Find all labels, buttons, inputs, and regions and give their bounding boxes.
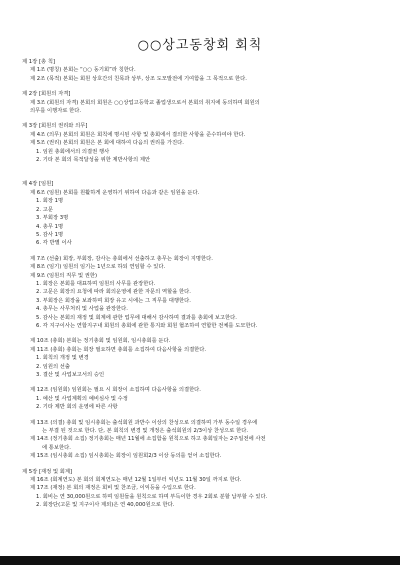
list-item: 6. 각 반별 이사 (36, 240, 72, 247)
list-item: 1. 예산 및 사업계획의 예비심사 및 수정 (36, 395, 128, 402)
list-item: 6. 각 지구이사는 연합지구내 회원의 총회에 관한 통지와 회원 협조하여 연합한 전체를 도모한다. (36, 322, 258, 329)
article-16: 제 16조 (회계연도) 본 회의 회계연도는 매년 12월 1일부터 익년도 11월 30일 까지로 한다. (30, 477, 242, 484)
list-item: 4. 총무는 사무처리 및 사업을 관장한다. (36, 306, 128, 313)
article-11: 제 11조 (총회) 총회는 회장 필요하면 총회를 소집하여 다음사항을 의결한다. (30, 346, 207, 353)
list-item: 4. 총무 1명 (36, 223, 64, 230)
list-item: 2. 고문 (36, 206, 53, 213)
list-item: 1. 회비는 연 30,000원으로 하며 임원들을 원칙으로 하며 부득이한 경우 2회로 분할 납부할 수 있다. (36, 493, 268, 500)
chapter-1-heading: 제 1장 [총 칙] (22, 59, 56, 65)
article-3-cont: 의무를 이행자로 한다. (30, 108, 82, 115)
list-item: 5. 감사 1명 (36, 231, 64, 238)
list-item: 1. 회장은 본회를 대표하며 임원의 사무를 관장한다. (36, 280, 156, 287)
article-4: 제 4조 (의무) 본회의 회원은 회칙에 명시된 사항 및 총회에서 결의한 사항을 준수하여야 한다. (30, 131, 246, 138)
article-5: 제 5조 (권리) 본회의 회원은 본 회에 대하여 다음의 권리를 가진다. (30, 140, 184, 147)
article-1: 제 1조 (명칭) 본회는 “○○ 동기회”라 칭한다. (30, 67, 136, 74)
chapter-4-heading: 제 4장 [임원] (22, 181, 54, 188)
article-14-cont: 에 통보한다. (42, 444, 71, 451)
list-item: 2. 고문은 회장의 요청에 따라 회의운영에 관한 자문의 역할을 한다. (36, 289, 191, 296)
article-14: 제 14조 (정기총회 소집) 정기총회는 매년 11월에 소집함을 원칙으로 하고 총회일자는 2주일전에 사전 (30, 436, 266, 443)
chapter-3-heading: 제 3장 [회원의 권리와 의무] (22, 123, 88, 130)
document-body (22, 58, 394, 510)
list-item: 1. 회장 1명 (36, 198, 64, 205)
list-item: 3. 부회장 3명 (36, 215, 69, 222)
article-17: 제 17조 (재정) 본 회의 재정은 회비 및 찬조금, 이익등을 수입으로 한다. (30, 485, 196, 492)
list-item: 2. 임원의 선출 (36, 363, 71, 370)
document-title: ○○상고동창회 회칙 (137, 38, 263, 53)
article-12: 제 12조 (임원회) 임원회는 필요 시 회장이 소집하며 다음사항을 의결한다. (30, 387, 201, 394)
chapter-2-heading: 제 2장 [회원의 자격] (22, 91, 71, 98)
article-10: 제 10조 (총회) 본회는 정기총회 및 임원회, 임시총회를 둔다. (30, 338, 171, 345)
list-item: 2. 기타 제반 회의 운영에 따른 사항 (36, 404, 118, 411)
article-6: 제 6조 (임원) 본회를 원활하게 운영하기 위하여 다음과 같은 임원을 둔다. (30, 189, 200, 196)
article-5-item-1: 1. 임원 총회에서의 의결권 행사 (36, 148, 110, 155)
article-8: 제 8조 (임기) 임원의 임기는 1년으로 하되 연임할 수 있다. (30, 264, 166, 271)
article-13: 제 13조 (의결) 총회 및 임시총회는 출석회원 과반수 이상의 찬성으로 의결하며 가부 동수일 경우에 (30, 419, 258, 426)
article-3: 제 3조 (회원의 자격) 본회의 회원은 ○○상업고등학교 졸업생으로서 본회의 취지에 동의하며 회원의 (30, 99, 260, 106)
list-item: 2. 회장단(고문 및 지구이사 제외)은 연 40,000원으로 한다. (36, 502, 175, 509)
article-13-cont: 는 부결 된 것으로 한다. 단, 본 회칙의 변경 및 개정은 출석회원의 2/3이상 찬성으로 한다. (42, 428, 249, 435)
list-item: 3. 결산 및 사업보고서의 승인 (36, 372, 105, 378)
chapter-5-heading: 제 5장 [재정 및 회계] (22, 468, 73, 475)
bottom-border (0, 556, 400, 565)
article-7: 제 7조 (선출) 회장, 부회장, 감사는 총회에서 선출하고 총무는 회장이 지명한다. (30, 255, 213, 262)
list-item: 1. 회칙의 개정 및 변경 (36, 355, 89, 362)
article-2: 제 2조 (목적) 본회는 회원 상호간의 친목과 상부, 상조 도모발전에 기여함을 그 목적으로 한다. (30, 75, 247, 82)
article-9: 제 9조 (임원의 직무 및 권한) (30, 272, 98, 279)
article-5-item-2: 2. 기타 본 회의 목적달성을 위한 제반사항의 제안 (36, 157, 151, 164)
list-item: 5. 감사는 본회의 재정 및 회계에 관한 업무에 대해서 감사하며 결과를 총회에 보고한다. (36, 314, 237, 321)
article-15: 제 15조 (임시총회 소집) 임시총회는 회장이 임원회2/3 이상 동의를 얻어 소집한다. (30, 453, 222, 460)
list-item: 3. 부회장은 회장을 보좌하며 회장 유고 시에는 그 직무를 대행한다. (36, 297, 191, 304)
